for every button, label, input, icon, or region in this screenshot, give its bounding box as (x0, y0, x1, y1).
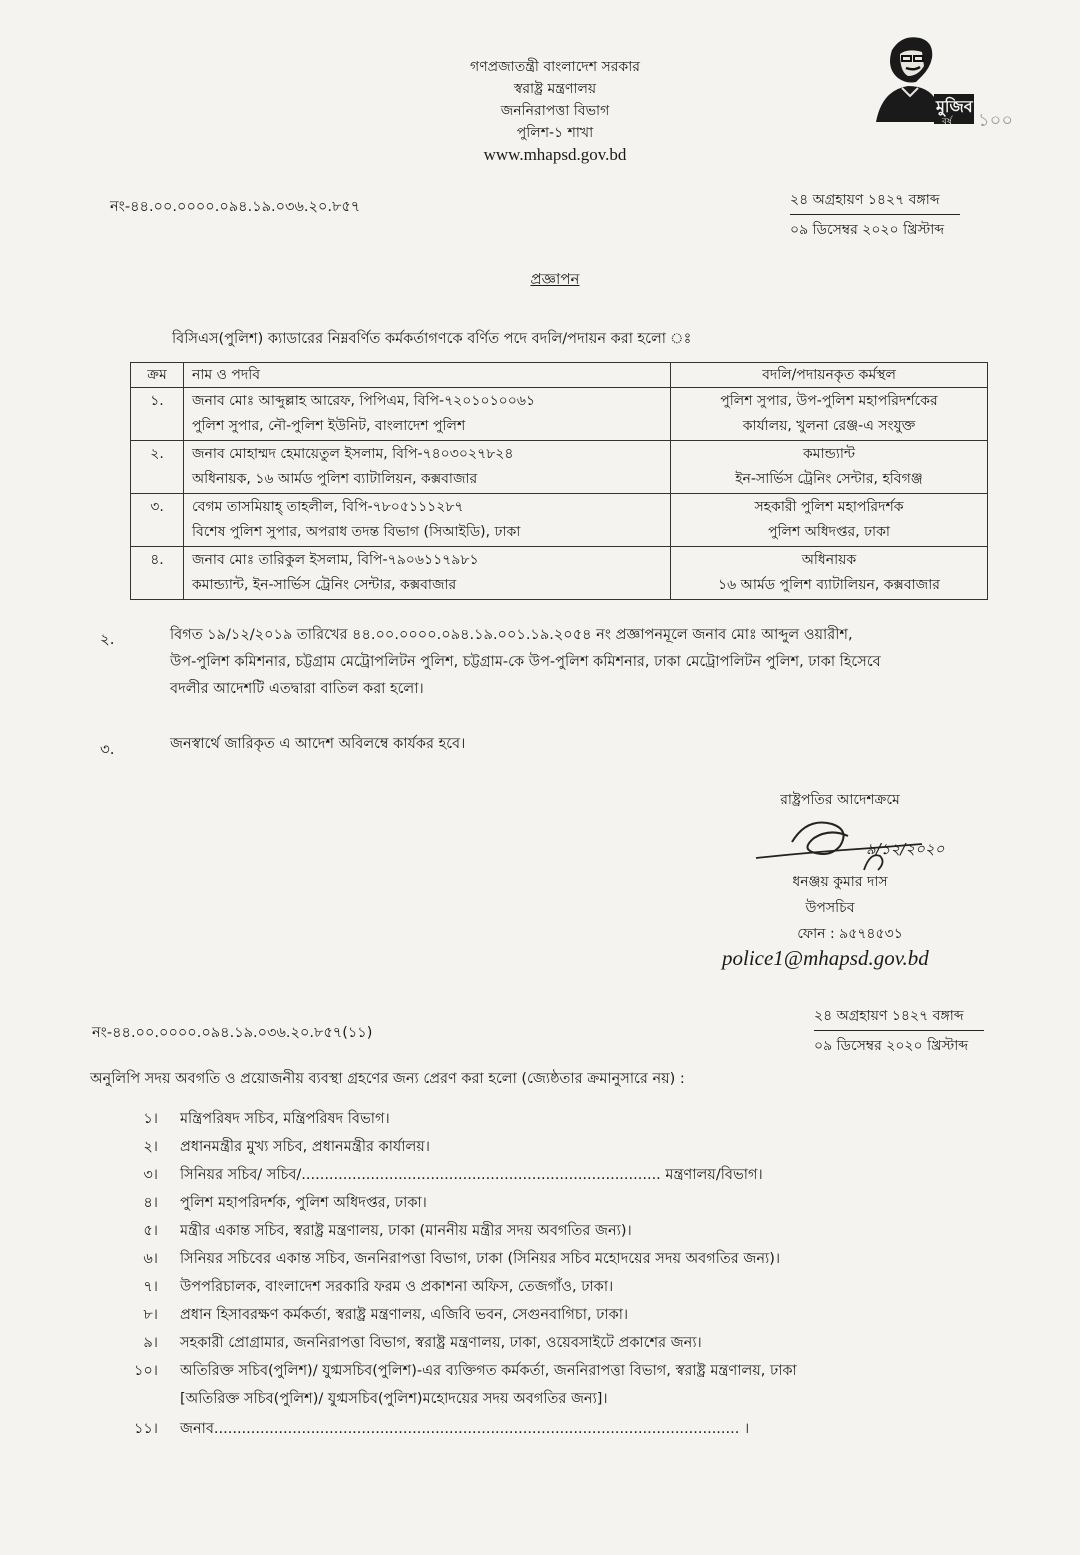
officer-name: বেগম তাসমিয়াহ্ তাহলীল, বিপি-৭৮০৫১১১২৮৭ (192, 499, 464, 515)
logo-number: ১০০ (978, 110, 1014, 131)
list-text: পুলিশ মহাপরিদর্শক, পুলিশ অধিদপ্তর, ঢাকা। (180, 1195, 427, 1211)
date-bangla: ২৪ অগ্রহায়ণ ১৪২৭ বঙ্গাব্দ (790, 188, 960, 215)
row-serial: ১. (131, 388, 184, 441)
para2-line: বদলীর আদেশটি এতদ্বারা বাতিল করা হলো। (170, 681, 424, 697)
copy-intro: অনুলিপি সদয় অবগতি ও প্রয়োজনীয় ব্যবস্থা গ্রহণের জন্য প্রেরণ করা হলো (জ্যেষ্ঠতার ক্রমানুসারে নয়) : (90, 1071, 685, 1087)
list-text: উপপরিচালক, বাংলাদেশ সরকারি ফরম ও প্রকাশনা অফিস, তেজগাঁও, ঢাকা। (180, 1279, 614, 1295)
signature-date: ৯/১২/২০২০ (866, 840, 945, 858)
logo-text: মুজিব (936, 97, 973, 116)
signatory-phone: ফোন : ৯৫৭৪৫৩১ (797, 926, 903, 942)
para2-line: উপ-পুলিশ কমিশনার, চট্টগ্রাম মেট্রোপলিটন পুলিশ, চট্টগ্রাম-কে উপ-পুলিশ কমিশনার, ঢাকা মেট্রোপলিটন পুলিশ, ঢাকা হিসেবে (170, 654, 881, 670)
list-text: সিনিয়র সচিব/ সচিব/.............................................................................. মন্ত্রণালয়/বিভাগ। (180, 1167, 763, 1183)
list-number: ১০। (133, 1363, 158, 1379)
letterhead (340, 56, 770, 166)
table-header-row (131, 363, 988, 388)
row-officer (184, 388, 671, 441)
branch-name: পুলিশ-১ শাখা (516, 125, 594, 141)
para2-number: ২. (100, 630, 115, 648)
order-line: রাষ্ট্রপতির আদেশক্রমে (780, 792, 900, 808)
new-post-line2: পুলিশ অধিদপ্তর, ঢাকা (768, 524, 890, 540)
table-row (131, 494, 988, 547)
date-gregorian: ০৯ ডিসেম্বর ২০২০ খ্রিস্টাব্দ (790, 222, 945, 238)
row-new-posting (671, 388, 988, 441)
new-post-line2: কার্যালয়, খুলনা রেঞ্জ-এ সংযুক্ত (742, 418, 916, 434)
notification-title: প্রজ্ঞাপন (530, 270, 580, 288)
col-name: নাম ও পদবি (184, 363, 671, 388)
copy-date-gregorian: ০৯ ডিসেম্বর ২০২০ খ্রিস্টাব্দ (814, 1038, 969, 1054)
table-row (131, 547, 988, 600)
logo-small-text: বর্ষ (942, 117, 952, 127)
list-text: সিনিয়র সচিবের একান্ত সচিব, জননিরাপত্তা বিভাগ, ঢাকা (সিনিয়র সচিব মহোদয়ের সদয় অবগতির জন্য)। (180, 1251, 781, 1267)
list-text: মন্ত্রিপরিষদ সচিব, মন্ত্রিপরিষদ বিভাগ। (180, 1111, 390, 1127)
para2-line: বিগত ১৯/১২/২০১৯ তারিখের ৪৪.০০.০০০০.০৯৪.১৯.০০১.১৯.২০৫৪ নং প্রজ্ঞাপনমূলে জনাব মোঃ আব্দুল ওয়ারীশ, (170, 627, 853, 643)
row-serial: ২. (131, 441, 184, 494)
signatory-designation: উপসচিব (805, 900, 855, 916)
division-name: জননিরাপত্তা বিভাগ (500, 103, 610, 119)
list-text: মন্ত্রীর একান্ত সচিব, স্বরাষ্ট্র মন্ত্রণালয়, ঢাকা (মাননীয় মন্ত্রীর সদয় অবগতির জন্য)। (180, 1223, 632, 1239)
row-serial: ৩. (131, 494, 184, 547)
copy-list (0, 1106, 1080, 1446)
new-post-line1: কমান্ড্যান্ট (803, 446, 855, 462)
para3-number: ৩. (100, 740, 115, 758)
copy-date (814, 1004, 984, 1058)
officer-name: জনাব মোঃ আব্দুল্লাহ আরেফ, পিপিএম, বিপি-৭২০১০১০০৬১ (192, 393, 536, 409)
list-text: জনাব.................................................................................................................. । (180, 1421, 750, 1437)
ministry-name: স্বরাষ্ট্র মন্ত্রণালয় (513, 81, 597, 97)
list-number: ৬। (143, 1251, 158, 1267)
row-new-posting (671, 441, 988, 494)
list-number: ১। (143, 1111, 158, 1127)
officer-current-post: পুলিশ সুপার, নৌ-পুলিশ ইউনিট, বাংলাদেশ পুলিশ (192, 418, 466, 434)
copy-date-bangla: ২৪ অগ্রহায়ণ ১৪২৭ বঙ্গাব্দ (814, 1004, 984, 1031)
new-post-line1: সহকারী পুলিশ মহাপরিদর্শক (754, 499, 904, 515)
list-text: [অতিরিক্ত সচিব(পুলিশ)/ যুগ্মসচিব(পুলিশ)মহোদয়ের সদয় অবগতির জন্য]। (180, 1391, 608, 1407)
para3-text: জনস্বার্থে জারিকৃত এ আদেশ অবিলম্বে কার্যকর হবে। (170, 736, 466, 752)
row-new-posting (671, 547, 988, 600)
new-post-line1: পুলিশ সুপার, উপ-পুলিশ মহাপরিদর্শকের (720, 393, 938, 409)
mujib-100-logo (862, 32, 1012, 132)
officer-current-post: কমান্ড্যান্ট, ইন-সার্ভিস ট্রেনিং সেন্টার, কক্সবাজার (192, 577, 457, 593)
signatory-name: ধনঞ্জয় কুমার দাস (792, 874, 888, 890)
table-row (131, 388, 988, 441)
officer-current-post: অধিনায়ক, ১৬ আর্মড পুলিশ ব্যাটালিয়ন, কক্সবাজার (192, 471, 478, 487)
list-number: ৮। (143, 1307, 158, 1323)
list-text: অতিরিক্ত সচিব(পুলিশ)/ যুগ্মসচিব(পুলিশ)-এর ব্যক্তিগত কর্মকর্তা, জননিরাপত্তা বিভাগ, স্বরাষ্ট্র মন্ত্রণালয়, ঢাকা (180, 1363, 797, 1379)
signatory-email[interactable]: police1@mhapsd.gov.bd (722, 946, 929, 970)
list-number: ২। (143, 1139, 158, 1155)
row-serial: ৪. (131, 547, 184, 600)
officer-current-post: বিশেষ পুলিশ সুপার, অপরাধ তদন্ত বিভাগ (সিআইডি), ঢাকা (192, 524, 521, 540)
memo-date (790, 188, 960, 242)
row-officer (184, 494, 671, 547)
list-number: ৪। (143, 1195, 158, 1211)
copy-reference-number: নং-৪৪.০০.০০০০.০৯৪.১৯.০৩৬.২০.৮৫৭(১১) (92, 1025, 373, 1041)
website-link[interactable]: www.mhapsd.gov.bd (483, 145, 627, 164)
row-officer (184, 547, 671, 600)
list-text: সহকারী প্রোগ্রামার, জননিরাপত্তা বিভাগ, স্বরাষ্ট্র মন্ত্রণালয়, ঢাকা, ওয়েবসাইটে প্রকাশের জন্য। (180, 1335, 702, 1351)
officer-name: জনাব মোঃ তারিকুল ইসলাম, বিপি-৭৯০৬১১৭৯৮১ (192, 552, 479, 568)
row-new-posting (671, 494, 988, 547)
memo-reference-number: নং-৪৪.০০.০০০০.০৯৪.১৯.০৩৬.২০.৮৫৭ (110, 199, 361, 215)
list-number: ৭। (143, 1279, 158, 1295)
officer-name: জনাব মোহাম্মদ হেমায়েতুল ইসলাম, বিপি-৭৪০৩০২৭৮২৪ (192, 446, 514, 462)
govt-name: গণপ্রজাতন্ত্রী বাংলাদেশ সরকার (470, 59, 640, 75)
list-number: ৩। (143, 1167, 158, 1183)
posting-table (130, 362, 988, 600)
para2-text (170, 622, 1030, 703)
list-number: ৫। (143, 1223, 158, 1239)
table-row (131, 441, 988, 494)
new-post-line1: অধিনায়ক (801, 552, 857, 568)
list-text: প্রধান হিসাবরক্ষণ কর্মকর্তা, স্বরাষ্ট্র মন্ত্রণালয়, এজিবি ভবন, সেগুনবাগিচা, ঢাকা। (180, 1307, 629, 1323)
new-post-line2: ইন-সার্ভিস ট্রেনিং সেন্টার, হবিগঞ্জ (735, 471, 923, 487)
list-text: প্রধানমন্ত্রীর মুখ্য সচিব, প্রধানমন্ত্রীর কার্যালয়। (180, 1139, 430, 1155)
new-post-line2: ১৬ আর্মড পুলিশ ব্যাটালিয়ন, কক্সবাজার (718, 577, 940, 593)
list-number: ১১। (133, 1421, 158, 1437)
notification-intro: বিসিএস(পুলিশ) ক্যাডারের নিম্নবর্ণিত কর্মকর্তাগণকে বর্ণিত পদে বদলি/পদায়ন করা হলো ঃ (172, 331, 692, 347)
col-serial: ক্রম (131, 363, 184, 388)
list-number: ৯। (143, 1335, 158, 1351)
row-officer (184, 441, 671, 494)
col-posting: বদলি/পদায়নকৃত কর্মস্থল (671, 363, 988, 388)
